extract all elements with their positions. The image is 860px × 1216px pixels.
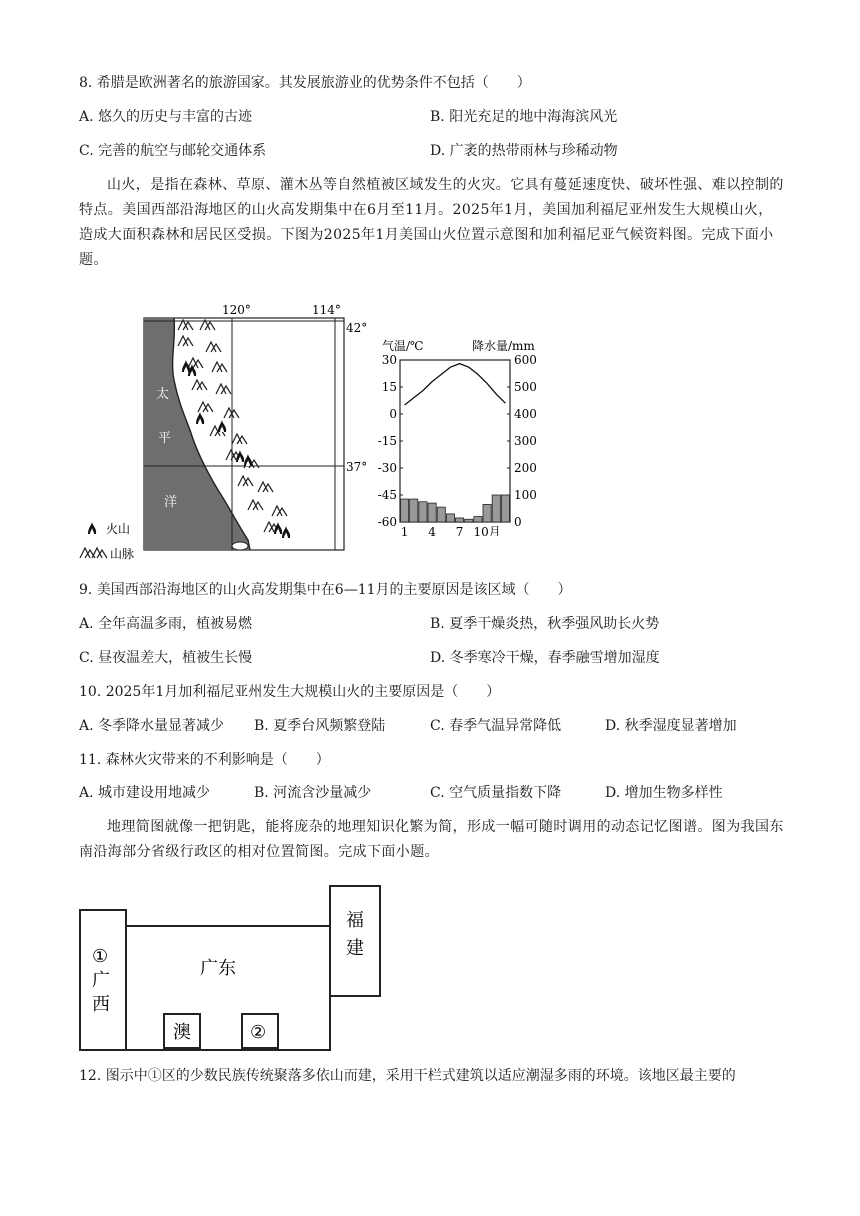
left-tick-label: 0: [389, 407, 397, 421]
right-tick-label: 400: [514, 407, 537, 421]
precip-bar: [437, 507, 445, 522]
q11-option-c: C. 空气质量指数下降: [430, 785, 562, 801]
label-xi: 西: [92, 994, 110, 1015]
passage-wildfire: 山火，是指在森林、草原、灌木丛等自然植被区域发生的火灾。它具有蔓延速度快、破坏性强、难以控制的特点。美国西部沿海地区的山火高发期集中在6月至11月。2025年1月，美国加利福尼亚州发生大规模山火，造成大面积森林和居民区受损。下图为2025年1月美国山火位置示意图和加利福尼亚气候资料图。完成下面小题。: [79, 177, 784, 268]
lon-label-114: 114°: [312, 303, 341, 317]
precip-bar: [446, 514, 454, 522]
lon-label-120: 120°: [222, 303, 251, 317]
q9-option-d: D. 冬季寒冷干燥，春季融雪增加湿度: [430, 650, 660, 666]
q10-option-c: C. 春季气温异常降低: [430, 718, 562, 734]
legend-fire: [88, 521, 130, 536]
right-tick-label: 200: [514, 461, 537, 475]
chart-ylabel-left: 气温/℃: [382, 339, 424, 353]
right-tick-label: 500: [514, 380, 537, 394]
precip-bar: [474, 517, 482, 522]
passage-map-sketch: 地理简图就像一把钥匙，能将庞杂的地理知识化繁为简，形成一幅可随时调用的动态记忆图谱。图为我国东南沿海部分省级行政区的相对位置简图。完成下面小题。: [79, 819, 784, 860]
label-jian: 建: [346, 938, 364, 959]
precip-bar: [401, 499, 409, 522]
precip-bar: [483, 504, 491, 522]
left-tick-label: -15: [377, 434, 397, 448]
label-fu: 福: [346, 910, 364, 931]
ocean-char-1: 太: [156, 387, 170, 402]
q9-stem: 9. 美国西部沿海地区的山火高发期集中在6—11月的主要原因是该区域（ ）: [79, 582, 572, 598]
ocean-char-3: 洋: [164, 495, 178, 510]
precip-bar: [419, 502, 427, 522]
q8-option-d: D. 广袤的热带雨林与珍稀动物: [430, 143, 618, 159]
chart-ylabel-right: 降水量/mm: [472, 339, 535, 353]
q9-option-c: C. 昼夜温差大，植被生长慢: [79, 650, 253, 666]
x-tick-label: 4: [428, 525, 436, 536]
guangdong-box: [126, 926, 330, 1050]
q9-option-b: B. 夏季干燥炎热，秋季强风助长火势: [430, 616, 660, 632]
q11-option-d: D. 增加生物多样性: [605, 785, 723, 801]
q8-option-a: A. 悠久的历史与丰富的古迹: [79, 109, 253, 125]
left-tick-label: 15: [381, 380, 397, 394]
label-guang: 广: [92, 970, 110, 991]
temperature-line: [405, 364, 506, 405]
right-tick-label: 600: [514, 353, 537, 367]
left-tick-label: -60: [377, 515, 397, 529]
q12-stem: 12. 图示中①区的少数民族传统聚落多依山而建，采用干栏式建筑以适应潮湿多雨的环境。该地区最主要的: [79, 1068, 736, 1084]
q8-stem: 8. 希腊是欧洲著名的旅游国家。其发展旅游业的优势条件不包括（ ）: [79, 75, 531, 91]
q11-stem: 11. 森林火灾带来的不利影响是（ ）: [79, 752, 330, 768]
label-1: ①: [92, 946, 109, 967]
right-tick-label: 300: [514, 434, 537, 448]
q10-option-b: B. 夏季台风频繁登陆: [254, 718, 386, 734]
label-macau: 澳: [173, 1022, 191, 1043]
precip-bar: [410, 499, 418, 522]
precip-bar: [465, 519, 473, 522]
ocean-char-2: 平: [158, 431, 172, 446]
q10-stem: 10. 2025年1月加利福尼亚州发生大规模山火的主要原因是（ ）: [79, 684, 501, 700]
province-diagram: [78, 882, 388, 1054]
left-tick-label: 30: [381, 353, 397, 367]
q11-option-b: B. 河流含沙量减少: [254, 785, 372, 801]
fire-icon: [88, 522, 96, 534]
right-tick-label: 100: [514, 488, 537, 502]
q9-option-a: A. 全年高温多雨，植被易燃: [79, 616, 253, 632]
label-guangdong: 广东: [200, 958, 236, 979]
lat-label-42: 42°: [346, 321, 368, 335]
svg-text:火山: 火山: [106, 522, 131, 536]
svg-text:山脉: 山脉: [110, 547, 135, 561]
q10-option-d: D. 秋季湿度显著增加: [605, 718, 737, 734]
x-tick-label: 7: [455, 525, 464, 536]
climate-chart: [370, 336, 550, 536]
q10-option-a: A. 冬季降水量显著减少: [79, 718, 225, 734]
label-2: ②: [250, 1022, 267, 1043]
precip-bar: [428, 503, 436, 522]
precip-bar: [492, 495, 500, 522]
x-tick-label: 10月: [473, 525, 501, 536]
precip-bar: [501, 495, 509, 522]
precip-bar: [456, 518, 464, 522]
left-tick-label: -30: [377, 461, 397, 475]
right-tick-label: 0: [514, 515, 522, 529]
lat-label-37: 37°: [346, 460, 368, 474]
legend-mountain: [80, 547, 134, 561]
x-tick-label: 1: [400, 525, 409, 536]
q8-option-b: B. 阳光充足的地中海海滨风光: [430, 109, 618, 125]
q8-option-c: C. 完善的航空与邮轮交通体系: [79, 143, 267, 159]
left-tick-label: -45: [377, 488, 397, 502]
q11-option-a: A. 城市建设用地减少: [79, 785, 211, 801]
wildfire-map: [78, 300, 378, 570]
